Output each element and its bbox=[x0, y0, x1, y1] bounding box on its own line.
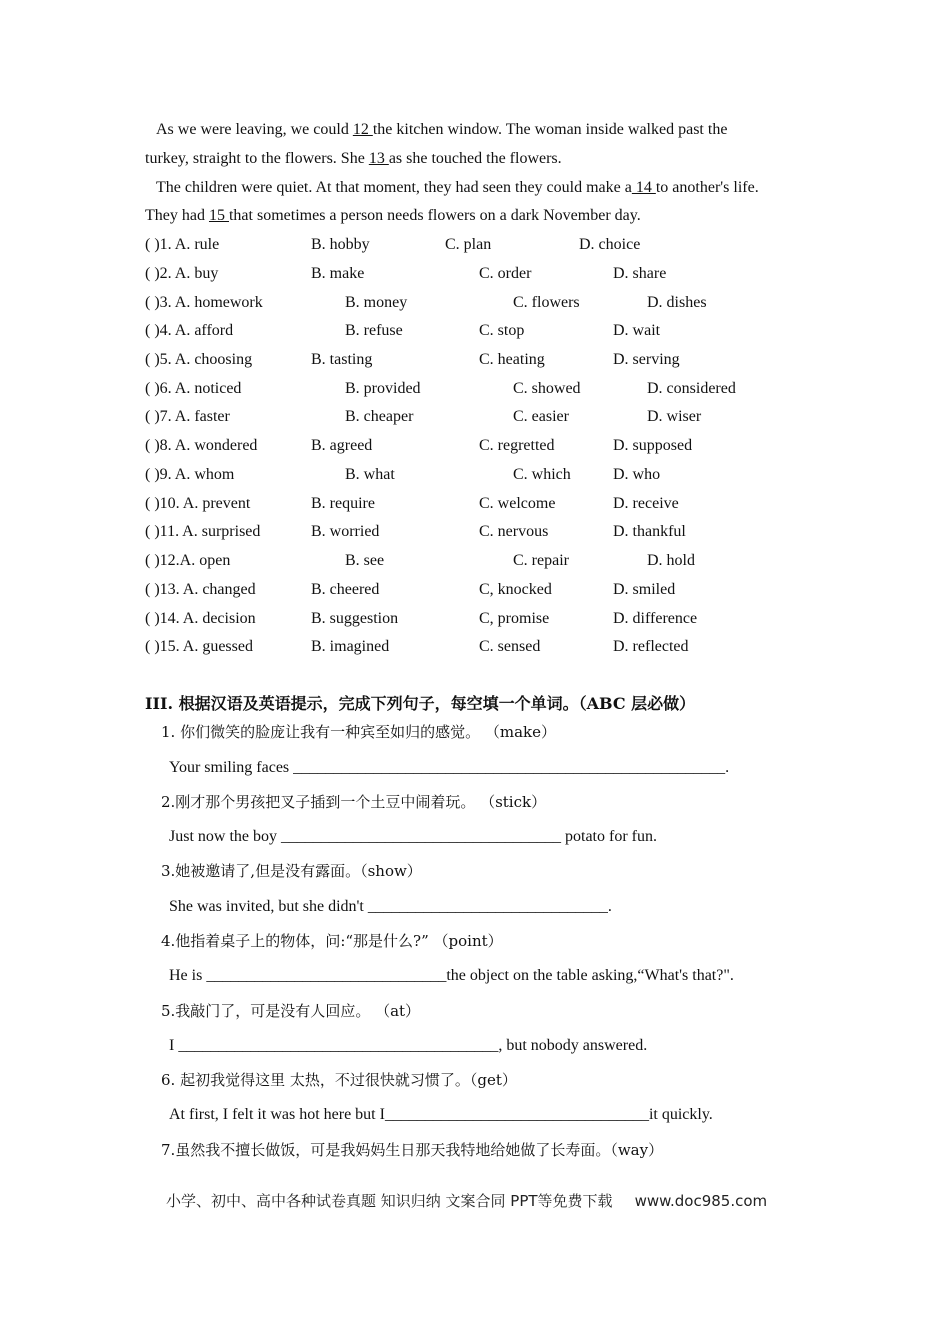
option-b: B. make bbox=[311, 265, 365, 282]
item-answer-line-6: At first, I felt it was hot here but I_________________________________it quickly. bbox=[169, 1106, 713, 1123]
option-b: B. hobby bbox=[311, 236, 370, 253]
passage-line-3 bbox=[156, 178, 759, 198]
option-d: D. serving bbox=[613, 351, 680, 368]
passage-line-2 bbox=[145, 149, 562, 169]
item-prompt-7: 7.虽然我不擅长做饭，可是我妈妈生日那天我特地给她做了长寿面。（way） bbox=[161, 1141, 664, 1159]
option-a: ( )4. A. afford bbox=[145, 322, 234, 339]
passage-text: to another's life. bbox=[655, 179, 759, 196]
option-d: D. supposed bbox=[613, 437, 693, 454]
item-answer-line-2: Just now the boy ___________________________________ potato for fun. bbox=[169, 828, 657, 845]
option-a: ( )5. A. choosing bbox=[145, 351, 253, 368]
passage-text: As we were leaving, we could bbox=[156, 121, 353, 138]
option-b: B. provided bbox=[345, 380, 421, 397]
footer-text: 小学、初中、高中各种试卷真题 知识归纳 文案合同 PPT等免费下载 bbox=[166, 1192, 613, 1210]
option-d: D. hold bbox=[647, 552, 695, 569]
option-c: C. repair bbox=[513, 552, 569, 569]
item-prompt-3: 3.她被邀请了,但是没有露面。（show） bbox=[161, 862, 422, 880]
option-b: B. what bbox=[345, 466, 395, 483]
blank-15: 15 bbox=[208, 207, 229, 224]
footer bbox=[166, 1191, 767, 1211]
option-c: C. flowers bbox=[513, 294, 580, 311]
option-d: D. share bbox=[613, 265, 667, 282]
option-d: D. difference bbox=[613, 610, 698, 627]
option-d: D. receive bbox=[613, 495, 679, 512]
option-c: C. nervous bbox=[479, 523, 549, 540]
option-b: B. refuse bbox=[345, 322, 403, 339]
option-c: C. easier bbox=[513, 408, 569, 425]
passage-text: The children were quiet. At that moment, they had seen they could make a bbox=[156, 179, 632, 196]
option-c: C. heating bbox=[479, 351, 545, 368]
option-d: D. reflected bbox=[613, 638, 689, 655]
option-d: D. dishes bbox=[647, 294, 707, 311]
option-b: B. cheaper bbox=[345, 408, 414, 425]
option-a: ( )11. A. surprised bbox=[145, 523, 261, 540]
option-b: B. see bbox=[345, 552, 385, 569]
option-a: ( )10. A. prevent bbox=[145, 495, 251, 512]
option-c: C. showed bbox=[513, 380, 581, 397]
option-a: ( )6. A. noticed bbox=[145, 380, 242, 397]
option-d: D. smiled bbox=[613, 581, 676, 598]
option-a: ( )2. A. buy bbox=[145, 265, 219, 282]
option-c: C. regretted bbox=[479, 437, 555, 454]
item-answer-line-5: I ________________________________________, but nobody answered. bbox=[169, 1037, 648, 1054]
option-a: ( )14. A. decision bbox=[145, 610, 256, 627]
option-a: ( )7. A. faster bbox=[145, 408, 230, 425]
option-b: B. require bbox=[311, 495, 375, 512]
option-b: B. suggestion bbox=[311, 610, 399, 627]
option-a: ( )15. A. guessed bbox=[145, 638, 253, 655]
option-b: B. agreed bbox=[311, 437, 373, 454]
item-answer-line-4: He is ______________________________the object on the table asking,“What's that?". bbox=[169, 967, 734, 984]
option-d: D. wiser bbox=[647, 408, 702, 425]
passage-text: that sometimes a person needs flowers on a dark November day. bbox=[228, 207, 641, 224]
item-prompt-6: 6. 起初我觉得这里 太热，不过很快就习惯了。（get） bbox=[161, 1071, 517, 1089]
item-prompt-2: 2.刚才那个男孩把叉子插到一个土豆中闹着玩。 （stick） bbox=[161, 793, 547, 811]
option-c: C. stop bbox=[479, 322, 525, 339]
option-a: ( )3. A. homework bbox=[145, 294, 263, 311]
item-prompt-5: 5.我敲门了，可是没有人回应。 （at） bbox=[161, 1002, 421, 1020]
passage-text: the kitchen window. The woman inside walked past the bbox=[372, 121, 728, 138]
option-c: C. which bbox=[513, 466, 571, 483]
option-a: ( )1. A. rule bbox=[145, 236, 220, 253]
passage-text: turkey, straight to the flowers. She bbox=[145, 150, 369, 167]
option-d: D. thankful bbox=[613, 523, 686, 540]
option-c: C. order bbox=[479, 265, 532, 282]
option-a: ( )9. A. whom bbox=[145, 466, 235, 483]
option-d: D. who bbox=[613, 466, 661, 483]
option-b: B. worried bbox=[311, 523, 380, 540]
item-answer-line-3: She was invited, but she didn't ______________________________. bbox=[169, 898, 612, 915]
option-a: ( )8. A. wondered bbox=[145, 437, 258, 454]
item-answer-line-1: Your smiling faces ______________________________________________________. bbox=[169, 759, 730, 776]
passage-text: They had bbox=[145, 207, 209, 224]
option-b: B. tasting bbox=[311, 351, 373, 368]
item-prompt-4: 4.他指着桌子上的物体，问:“那是什么?” （point） bbox=[161, 932, 503, 950]
blank-13: 13 bbox=[368, 150, 389, 167]
option-d: D. choice bbox=[579, 236, 641, 253]
section-heading: III. 根据汉语及英语提示，完成下列句子，每空填一个单词。（ABC 层必做） bbox=[145, 694, 696, 713]
option-c: C. sensed bbox=[479, 638, 541, 655]
option-c: C, knocked bbox=[479, 581, 552, 598]
option-b: B. imagined bbox=[311, 638, 390, 655]
option-c: C. plan bbox=[445, 236, 492, 253]
option-a: ( )12.A. open bbox=[145, 552, 231, 569]
item-prompt-1: 1. 你们微笑的脸庞让我有一种宾至如归的感觉。 （make） bbox=[161, 723, 556, 741]
option-d: D. considered bbox=[647, 380, 736, 397]
option-b: B. cheered bbox=[311, 581, 380, 598]
passage-text: as she touched the flowers. bbox=[388, 150, 562, 167]
option-d: D. wait bbox=[613, 322, 661, 339]
option-c: C, promise bbox=[479, 610, 550, 627]
option-a: ( )13. A. changed bbox=[145, 581, 256, 598]
footer-website-link[interactable]: www.doc985.com bbox=[634, 1192, 768, 1210]
blank-12: 12 bbox=[352, 121, 373, 138]
option-b: B. money bbox=[345, 294, 408, 311]
blank-14: 14 bbox=[631, 179, 656, 196]
option-c: C. welcome bbox=[479, 495, 556, 512]
passage-line-1 bbox=[156, 120, 727, 140]
passage-line-4 bbox=[145, 206, 641, 226]
